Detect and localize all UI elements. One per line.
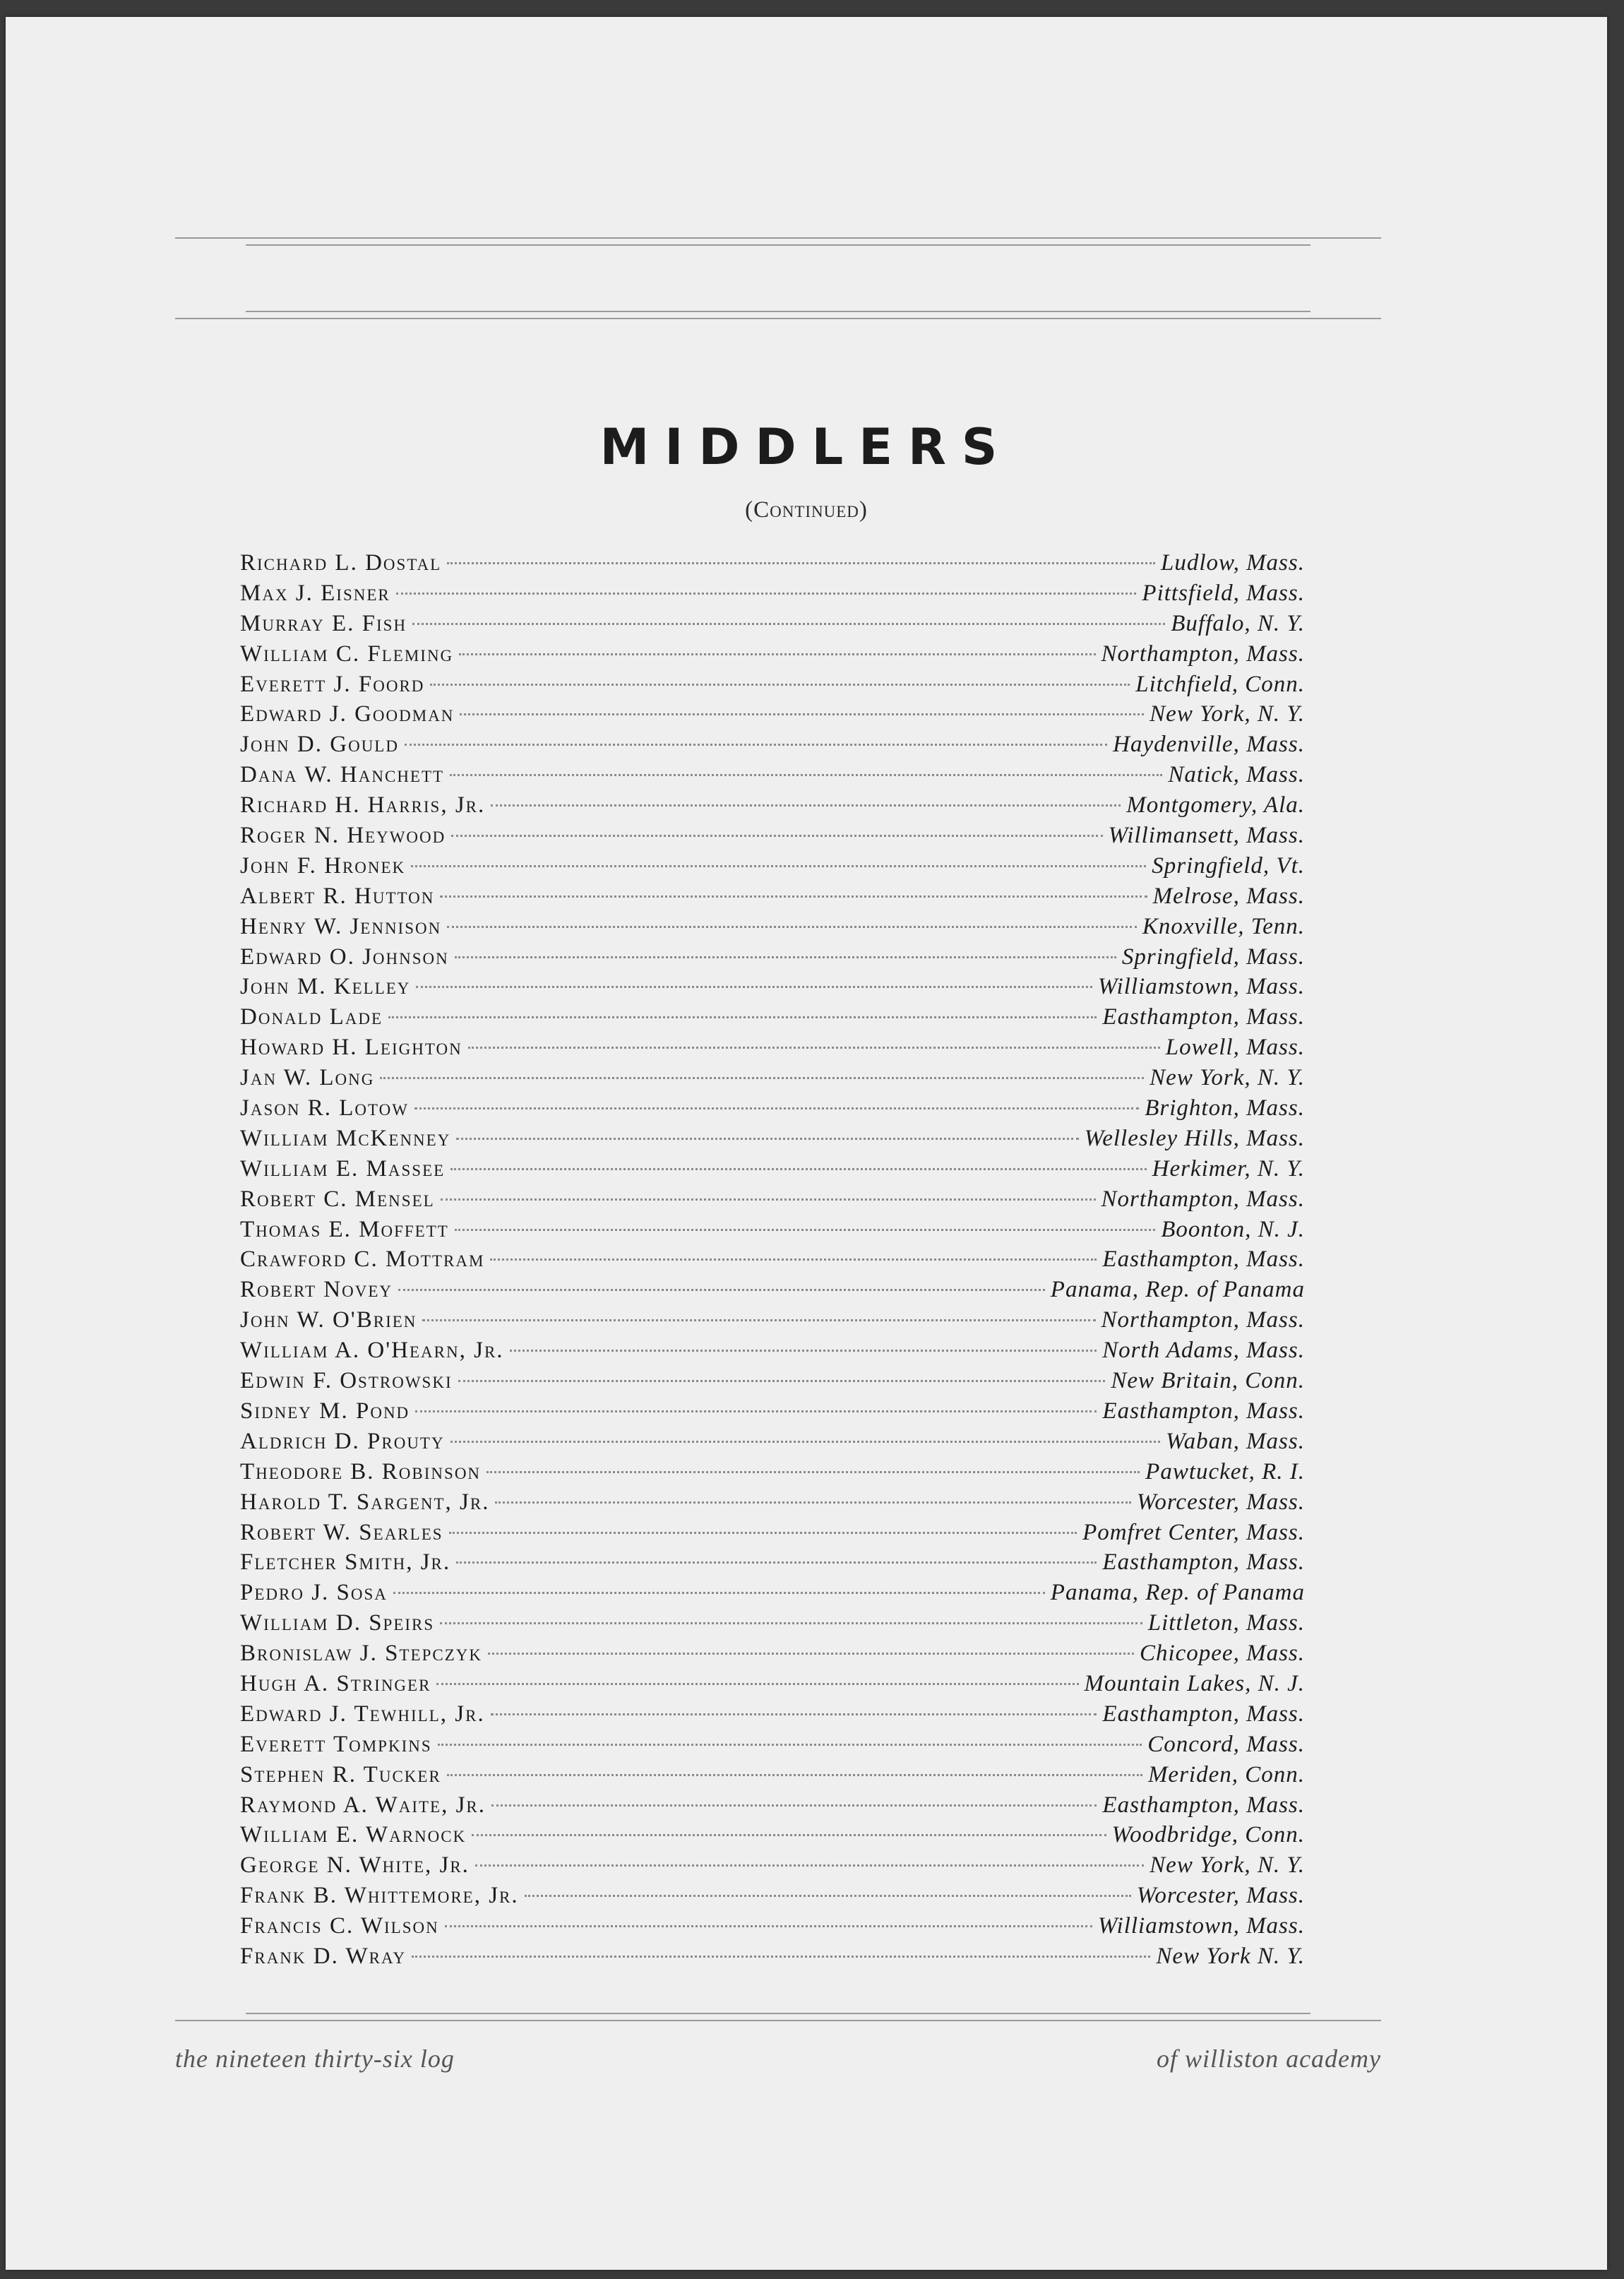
list-item (240, 1244, 1305, 1275)
student-name: Edward J. Goodman (240, 701, 455, 727)
list-item (240, 1124, 1305, 1154)
dot-leader (455, 956, 1116, 958)
dot-leader (440, 1622, 1142, 1624)
dot-leader (459, 653, 1095, 655)
student-hometown: Concord, Mass. (1147, 1731, 1305, 1757)
student-hometown: Haydenville, Mass. (1113, 732, 1305, 758)
student-hometown: Northampton, Mass. (1101, 1307, 1305, 1333)
student-name: George N. White, Jr. (240, 1852, 470, 1879)
student-name: William D. Speirs (240, 1610, 435, 1636)
dot-leader (450, 1441, 1161, 1443)
student-hometown: Springfield, Vt. (1152, 852, 1305, 879)
dot-leader (468, 1047, 1160, 1049)
list-item (240, 1911, 1305, 1941)
list-item (240, 1487, 1305, 1518)
dot-leader (393, 1592, 1045, 1594)
dot-leader (450, 774, 1162, 776)
list-item (240, 790, 1305, 821)
dot-leader (436, 1683, 1078, 1685)
student-name: William E. Warnock (240, 1822, 467, 1848)
dot-leader (475, 1864, 1144, 1867)
student-hometown: Lowell, Mass. (1165, 1035, 1305, 1061)
list-item (240, 609, 1305, 639)
student-hometown: New York, N. Y. (1150, 701, 1305, 727)
dot-leader (411, 865, 1146, 867)
student-hometown: Pomfret Center, Mass. (1082, 1519, 1305, 1545)
student-name: Aldrich D. Prouty (240, 1428, 445, 1454)
student-hometown: Williamstown, Mass. (1097, 1913, 1305, 1939)
student-hometown: Meriden, Conn. (1147, 1761, 1305, 1787)
list-item (240, 730, 1305, 760)
student-name: Harold T. Sargent, Jr. (240, 1489, 490, 1515)
student-name: Jan W. Long (240, 1065, 375, 1091)
dot-leader (510, 1350, 1097, 1352)
student-name: Stephen R. Tucker (240, 1761, 441, 1787)
student-hometown: Worcester, Mass. (1136, 1489, 1305, 1515)
list-item (240, 1881, 1305, 1911)
student-name: Jason R. Lotow (240, 1095, 409, 1121)
student-name: Thomas E. Moffett (240, 1216, 449, 1242)
dot-leader (490, 1258, 1097, 1261)
top-rule-2 (246, 244, 1310, 246)
dot-leader (449, 1532, 1077, 1534)
student-hometown: Springfield, Mass. (1121, 944, 1305, 970)
top-rule-4 (175, 318, 1381, 319)
student-name: Edward J. Tewhill, Jr. (240, 1701, 485, 1727)
student-hometown: New York, N. Y. (1150, 1065, 1305, 1091)
student-hometown: Easthampton, Mass. (1102, 1246, 1305, 1273)
list-item (240, 1457, 1305, 1487)
dot-leader (441, 1198, 1096, 1201)
dot-leader (491, 804, 1121, 807)
list-item (240, 1608, 1305, 1638)
student-name: John F. Hronek (240, 852, 406, 879)
student-hometown: Panama, Rep. of Panama (1050, 1277, 1305, 1303)
student-name: Dana W. Hanchett (240, 762, 445, 788)
student-name: Richard L. Dostal (240, 550, 442, 576)
dot-leader (416, 986, 1092, 988)
list-item (240, 821, 1305, 851)
list-item (240, 1518, 1305, 1548)
student-name: Everett J. Foord (240, 671, 425, 697)
student-list (240, 548, 1305, 1972)
dot-leader (398, 1289, 1045, 1291)
dot-leader (472, 1834, 1106, 1836)
list-item (240, 912, 1305, 942)
dot-leader (456, 1561, 1097, 1564)
student-name: Henry W. Jennison (240, 913, 442, 939)
student-name: Fletcher Smith, Jr. (240, 1549, 451, 1576)
student-hometown: Easthampton, Mass. (1102, 1004, 1305, 1030)
student-name: William McKenney (240, 1125, 451, 1151)
list-item (240, 942, 1305, 972)
list-item (240, 1547, 1305, 1578)
student-hometown: Chicopee, Mass. (1139, 1641, 1305, 1667)
list-item (240, 1093, 1305, 1124)
student-name: Sidney M. Pond (240, 1398, 410, 1424)
student-name: John W. O'Brien (240, 1307, 417, 1333)
student-hometown: Mountain Lakes, N. J. (1084, 1670, 1305, 1696)
list-item (240, 1184, 1305, 1215)
student-name: Hugh A. Stringer (240, 1670, 431, 1696)
student-name: Raymond A. Waite, Jr. (240, 1792, 486, 1818)
dot-leader (415, 1410, 1097, 1412)
student-hometown: Buffalo, N. Y. (1171, 610, 1305, 636)
student-name: Richard H. Harris, Jr. (240, 792, 486, 819)
list-item (240, 548, 1305, 578)
dot-leader (455, 1229, 1155, 1231)
list-item (240, 1154, 1305, 1184)
list-item (240, 1699, 1305, 1730)
student-name: Theodore B. Robinson (240, 1458, 482, 1484)
student-name: Albert R. Hutton (240, 883, 435, 909)
list-item (240, 1033, 1305, 1063)
dot-leader (438, 1744, 1142, 1746)
list-item (240, 1366, 1305, 1396)
dot-leader (491, 1804, 1097, 1807)
dot-leader (488, 1653, 1134, 1655)
student-name: Everett Tompkins (240, 1731, 432, 1757)
student-name: Bronislaw J. Stepczyk (240, 1641, 482, 1667)
dot-leader (456, 1138, 1078, 1140)
dot-leader (458, 1380, 1106, 1382)
dot-leader (450, 1168, 1146, 1170)
dot-leader (451, 835, 1102, 837)
student-hometown: New Britain, Conn. (1111, 1368, 1305, 1394)
student-hometown: Panama, Rep. of Panama (1050, 1580, 1305, 1606)
student-hometown: Northampton, Mass. (1101, 641, 1305, 667)
list-item (240, 578, 1305, 609)
list-item (240, 1730, 1305, 1760)
student-name: Robert Novey (240, 1277, 393, 1303)
student-name: Robert C. Mensel (240, 1186, 435, 1212)
list-item (240, 1215, 1305, 1245)
student-hometown: Melrose, Mass. (1152, 883, 1305, 909)
student-name: Crawford C. Mottram (240, 1246, 485, 1273)
dot-leader (412, 1956, 1150, 1958)
list-item (240, 699, 1305, 730)
student-hometown: Waban, Mass. (1166, 1428, 1305, 1454)
student-hometown: Montgomery, Ala. (1126, 792, 1305, 819)
page-subtitle: (Continued) (745, 497, 868, 523)
student-name: Max J. Eisner (240, 580, 390, 606)
dot-leader (495, 1501, 1130, 1504)
dot-leader (447, 1774, 1142, 1776)
dot-leader (414, 1107, 1139, 1109)
list-item (240, 1063, 1305, 1093)
list-item (240, 1305, 1305, 1335)
student-name: John D. Gould (240, 732, 399, 758)
student-name: William A. O'Hearn, Jr. (240, 1338, 504, 1364)
list-item (240, 670, 1305, 700)
top-rule-3 (246, 311, 1310, 312)
student-name: Edwin F. Ostrowski (240, 1368, 453, 1394)
student-name: John M. Kelley (240, 974, 411, 1000)
list-item (240, 760, 1305, 790)
dot-leader (525, 1895, 1131, 1897)
student-name: William C. Fleming (240, 641, 454, 667)
page-title: MIDDLERS (599, 418, 1013, 476)
list-item (240, 1820, 1305, 1850)
student-hometown: New York N. Y. (1156, 1943, 1305, 1969)
student-hometown: Williamstown, Mass. (1097, 974, 1305, 1000)
list-item (240, 1335, 1305, 1366)
student-hometown: Herkimer, N. Y. (1152, 1155, 1305, 1182)
student-hometown: Northampton, Mass. (1101, 1186, 1305, 1212)
dot-leader (422, 1319, 1095, 1321)
list-item (240, 1427, 1305, 1457)
bottom-rule-2 (175, 2020, 1381, 2021)
student-name: Edward O. Johnson (240, 944, 449, 970)
list-item (240, 881, 1305, 912)
list-item (240, 1275, 1305, 1305)
footer-left: the nineteen thirty-six log (175, 2045, 455, 2073)
student-hometown: Worcester, Mass. (1136, 1883, 1305, 1909)
list-item (240, 1002, 1305, 1033)
dot-leader (486, 1471, 1140, 1473)
student-name: Roger N. Heywood (240, 823, 446, 849)
student-hometown: Ludlow, Mass. (1160, 550, 1305, 576)
student-hometown: Easthampton, Mass. (1102, 1701, 1305, 1727)
list-item (240, 851, 1305, 881)
student-hometown: Woodbridge, Conn. (1111, 1822, 1305, 1848)
list-item (240, 1578, 1305, 1608)
list-item (240, 1638, 1305, 1669)
student-name: William E. Massee (240, 1155, 446, 1182)
dot-leader (447, 926, 1137, 928)
student-hometown: Knoxville, Tenn. (1142, 913, 1305, 939)
list-item (240, 972, 1305, 1002)
student-hometown: Pawtucket, R. I. (1145, 1458, 1305, 1484)
yearbook-page (6, 17, 1607, 2270)
list-item (240, 1790, 1305, 1821)
list-item (240, 1396, 1305, 1427)
student-hometown: Easthampton, Mass. (1102, 1398, 1305, 1424)
footer-right: of williston academy (1157, 2045, 1381, 2073)
student-hometown: Litchfield, Conn. (1135, 671, 1305, 697)
student-name: Francis C. Wilson (240, 1913, 439, 1939)
dot-leader (405, 744, 1107, 746)
student-hometown: Easthampton, Mass. (1102, 1549, 1305, 1576)
student-hometown: North Adams, Mass. (1102, 1338, 1305, 1364)
student-hometown: Wellesley Hills, Mass. (1084, 1125, 1305, 1151)
student-hometown: Littleton, Mass. (1147, 1610, 1305, 1636)
dot-leader (412, 623, 1165, 625)
list-item (240, 1850, 1305, 1881)
dot-leader (380, 1077, 1144, 1079)
student-name: Pedro J. Sosa (240, 1580, 388, 1606)
bottom-rule-1 (246, 2013, 1310, 2014)
dot-leader (445, 1925, 1092, 1927)
student-hometown: New York, N. Y. (1150, 1852, 1305, 1879)
dot-leader (460, 713, 1144, 715)
student-hometown: Willimansett, Mass. (1108, 823, 1305, 849)
student-hometown: Pittsfield, Mass. (1142, 580, 1305, 606)
student-name: Robert W. Searles (240, 1519, 443, 1545)
student-name: Frank B. Whittemore, Jr. (240, 1883, 519, 1909)
student-hometown: Brighton, Mass. (1145, 1095, 1305, 1121)
dot-leader (491, 1713, 1097, 1715)
student-name: Frank D. Wray (240, 1943, 407, 1969)
student-name: Howard H. Leighton (240, 1035, 462, 1061)
top-rule-1 (175, 237, 1381, 239)
student-hometown: Boonton, N. J. (1161, 1216, 1305, 1242)
list-item (240, 1941, 1305, 1972)
list-item (240, 639, 1305, 670)
dot-leader (396, 593, 1137, 595)
student-name: Donald Lade (240, 1004, 383, 1030)
dot-leader (440, 895, 1147, 898)
dot-leader (447, 562, 1155, 564)
student-name: Murray E. Fish (240, 610, 407, 636)
dot-leader (388, 1016, 1097, 1018)
list-item (240, 1669, 1305, 1699)
student-hometown: Easthampton, Mass. (1102, 1792, 1305, 1818)
dot-leader (430, 684, 1130, 686)
student-hometown: Natick, Mass. (1168, 762, 1305, 788)
list-item (240, 1760, 1305, 1790)
